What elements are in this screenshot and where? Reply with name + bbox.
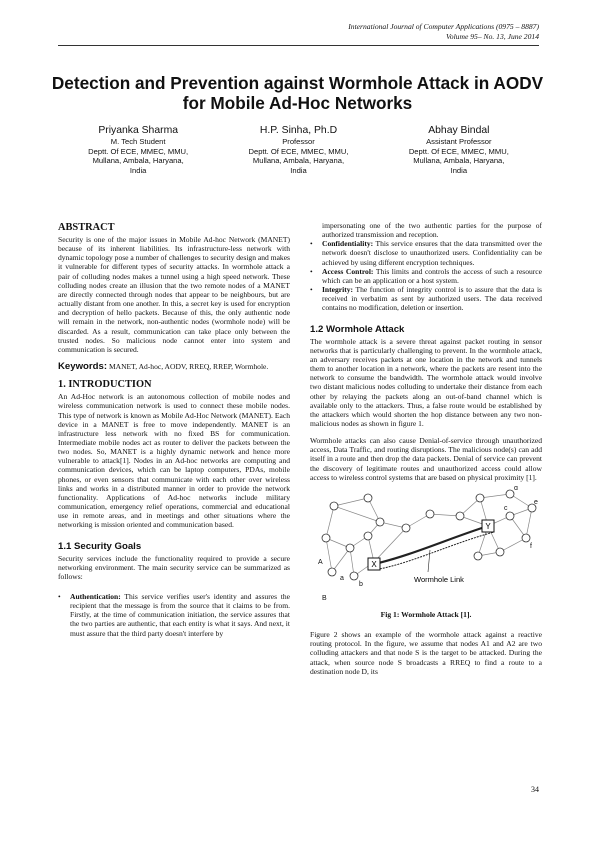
list-item-text: impersonating one of the two authentic parties for the purpose of authorized transmission and reception. <box>322 221 542 240</box>
author-role: Professor <box>282 137 315 146</box>
list-item-text: This service ensures that the data transmitted over the network doesn't disclose to unauthorized users. Confidentiality can be achieved by using different encryption techniques. <box>322 239 542 267</box>
authors-block <box>58 124 539 175</box>
author-place: Mullana, Ambala, Haryana, <box>413 156 505 166</box>
node-x-label: X <box>371 559 377 569</box>
author-place: Mullana, Ambala, Haryana, <box>252 156 345 166</box>
list-item-continued <box>310 221 542 239</box>
intro-heading: 1. INTRODUCTION <box>58 379 152 391</box>
bullet-icon: • <box>310 239 313 249</box>
author-name: Priyanka Sharma <box>98 125 179 136</box>
keywords-text: MANET, Ad-hoc, AODV, RREQ, RREP, Wormhole. <box>108 362 269 372</box>
abstract-text: Security is one of the major issues in Mobile Ad-hoc Network (MANET) because of its inherent liabilities. Its infrastructure-less network with dynamic topology pose a number of challenges to security design and makes it vulnerable for different types of security attacks. In wormhole attack a pair of colluding nodes makes a tunnel using a high speed network. These colluding nodes create an illusion that the two remote nodes of a MANET are directly connected through nodes that appear to be neighbours, but are actually distant from one another. In this, a secret key is used for encryption and decryption of hello packets. Because of this, the only authentic node will remain in the network, non-authentic nodes (wormhole node) will be discarded. As a result, communication can take place only between the trusted nodes. So malicious node cannot enter into system and communication is secured. <box>58 235 290 354</box>
author-3 <box>379 124 539 175</box>
bullet-icon: • <box>58 592 61 601</box>
node-y-label: Y <box>485 521 491 531</box>
wormhole-diagram <box>310 486 542 606</box>
node-label-c: c <box>504 504 508 512</box>
page-number: 34 <box>531 785 539 794</box>
wormhole-heading: 1.2 Wormhole Attack <box>310 323 405 335</box>
list-item-text: The function of integrity control is to assure that the data is received in verbatim as sent by authorized users. The data received contains no modification, deletion or insertion. <box>322 285 542 313</box>
author-dept: Deptt. Of ECE, MMEC, MMU, <box>248 146 349 156</box>
figure-caption: Fig 1: Wormhole Attack [1]. <box>380 609 472 619</box>
wormhole-figure <box>310 486 542 606</box>
right-column <box>310 221 542 676</box>
node-label-d: d <box>514 485 518 492</box>
wormhole-p2: Wormhole attacks can also cause Denial-of-service through unauthorized access, Data Traffic, and routing disruptions. The malicious node(s) can add itself in a route and then drop the data packets. Denial of service can prevent the discovery of legitimate routes and unauthorized access could allow access to wireless control systems that are based on physical proximity [1]. <box>310 436 542 482</box>
node-label-e: e <box>534 498 538 506</box>
journal-volume: Volume 95– No. 13, June 2014 <box>445 32 539 41</box>
list-item-text: This limits and controls the access of such a resource which can be an application or a host system. <box>322 266 542 285</box>
list-item-term: Authentication: <box>70 592 121 601</box>
intro-text: An Ad-Hoc network is an autonomous collection of mobile nodes and wireless communication network is used to connect these mobile nodes. This type of network is known as Mobile Ad-Hoc Network (MANET). Each device in a MANET is free to move independently. MANET is an infrastructure less network with no fixed BS for communication. Intermediate mobile nodes act as router to deliver the packets between the two nodes. So, MANET is a highly dynamic network and hence more vulnerable to attack[1]. Nodes in an Ad-hoc networks are computing and communication devices, which can be laptop computers, PDAs, mobile phones, or even sensors that communicate with each other over wireless links and works in a distributed manner in order to provide the network functionality. Applications of Ad-hoc networks include military communication, emergency relief operations, commercial and educational use in remote areas, and in meetings and other situations where the networking is mission oriented and communication based. <box>58 392 290 530</box>
list-item-term: Access Control: <box>322 266 374 276</box>
node-label-B: B <box>322 594 327 602</box>
journal-header <box>348 22 539 42</box>
keywords-heading: Keywords: <box>58 361 108 373</box>
node-label-A: A <box>318 558 323 566</box>
security-goals-heading: 1.1 Security Goals <box>58 540 142 552</box>
keywords <box>58 362 290 371</box>
author-role: M. Tech Student <box>110 137 166 146</box>
abstract-heading: ABSTRACT <box>58 222 115 233</box>
security-goals-text: Security services include the functionality required to provide a secure networking environment. The main security service can be summarized as follows: <box>58 553 290 581</box>
wormhole-p1: The wormhole attack is a severe threat against packet routing in sensor networks that is particularly challenging to prevent. In the wormhole attack, an adversary receives packets at one location in the network and tunnels them to another location in a network, where the packets are resent into the network to consume the bandwidth. The wormhole attack would involve two distant malicious nodes colluding to undertake their distance from each other by relaying the packets along an out-of-band channel which is available only to the attackers. Thus, a false route would be established by the attackers which would shorten the hop distance between any two non-malicious nodes as shown in figure 1. <box>310 336 542 428</box>
wormhole-link-label: Wormhole Link <box>414 574 464 584</box>
author-1 <box>58 124 218 175</box>
author-name: H.P. Sinha, Ph.D <box>259 125 338 136</box>
bullet-icon: • <box>310 266 313 276</box>
paper-title: Detection and Prevention against Wormhole Attack in AODV for Mobile Ad-Hoc Networks <box>51 73 544 113</box>
list-item-text: This service verifies user's identity and assures the recipient that the message is from the source that it claims to be from. Firstly, at the time of communication initiation, the service assures that the two parties are authentic, that each entity is what it says. And next, it must assure that the third party doesn't interfere by <box>70 592 290 638</box>
author-dept: Deptt. Of ECE, MMEC, MMU, <box>408 146 509 156</box>
author-role: Assistant Professor <box>426 137 492 146</box>
node-label-f: f <box>530 542 532 550</box>
node-label-a: a <box>340 574 344 582</box>
journal-name: International Journal of Computer Applications (0975 – 8887) <box>348 22 539 31</box>
author-country: India <box>129 165 147 175</box>
author-dept: Deptt. Of ECE, MMEC, MMU, <box>88 146 189 156</box>
security-list-part-1 <box>58 592 290 638</box>
list-item <box>58 592 290 638</box>
list-item <box>310 239 542 266</box>
author-country: India <box>450 165 468 175</box>
node-label-b: b <box>359 580 363 588</box>
list-item <box>310 285 542 312</box>
list-item-term: Confidentiality: <box>322 239 374 249</box>
author-name: Abhay Bindal <box>428 125 490 136</box>
list-item-term: Integrity: <box>322 285 354 295</box>
author-country: India <box>290 165 307 175</box>
security-list-part-2 <box>310 221 542 313</box>
list-item <box>310 267 542 285</box>
author-place: Mullana, Ambala, Haryana, <box>92 156 184 166</box>
bullet-icon: • <box>310 285 313 295</box>
wormhole-p3: Figure 2 shows an example of the wormhole attack against a reactive routing protocol. In the figure, we assume that nodes A1 and A2 are two colluding attackers and that node S is the target to be attacked. During the attack, when source node S broadcasts a RREQ to find a route to a destination node D, its <box>310 630 542 676</box>
left-column <box>58 222 290 638</box>
wormhole-link-path <box>374 526 488 564</box>
author-2 <box>218 124 378 175</box>
header-rule <box>58 45 539 46</box>
